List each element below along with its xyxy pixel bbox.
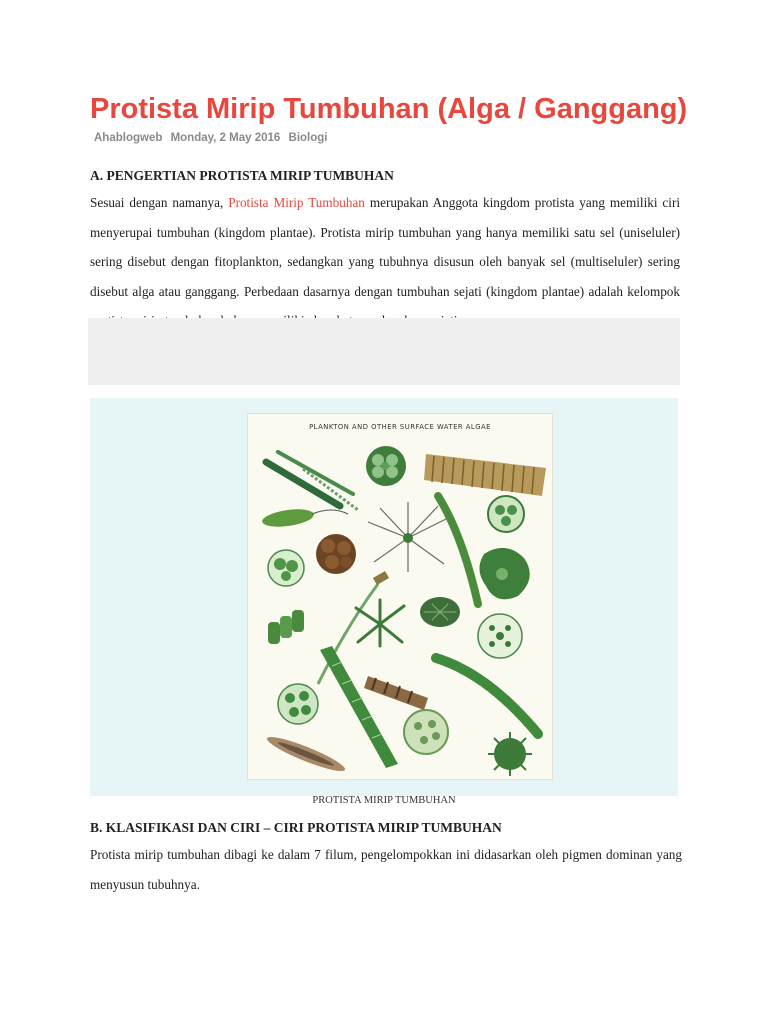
section-b-heading: B. KLASIFIKASI DAN CIRI – CIRI PROTISTA MIRIP TUMBUHAN [90, 820, 502, 835]
article-title[interactable]: Protista Mirip Tumbuhan (Alga / Ganggang) [90, 93, 688, 125]
thin-filament-drawing [318, 571, 389, 684]
post-meta [94, 132, 332, 144]
comb-alga-drawing [424, 454, 546, 496]
chlorella-drawing [268, 550, 304, 586]
algae-illustration [247, 413, 553, 780]
star-diatom-drawing [368, 502, 448, 572]
euglena-drawing [261, 506, 348, 529]
algae-drawings [248, 414, 552, 779]
section-b-paragraph: Protista mirip tumbuhan dibagi ke dalam 7 filum, pengelompokkan ini didasarkan oleh pigmen dominan yang menyusun tubuhnya. [90, 847, 682, 892]
section-a-paragraph [90, 188, 680, 336]
scenedesmus-drawing [268, 610, 304, 644]
post-label[interactable]: Biologi [288, 132, 328, 144]
staurastrum-drawing [404, 710, 448, 754]
illustration-title: PLANKTON AND OTHER SURFACE WATER ALGAE [309, 423, 491, 431]
paragraph-text-end: merupakan Anggota kingdom protista yang memiliki ciri menyerupai tumbuhan (kingdom plantae). Protista mirip tumbuhan yang hanya memiliki satu sel (uniseluler) sering disebut dengan fitoplankton, sedangkan yang tubuhnya disusun oleh banyak sel (multiseluler) sering disebut alga atau ganggang. Perbedaan dasarnya dengan tumbuhan sejati (kingdom plantae) adalah kelompok [90, 195, 680, 299]
paragraph-text-start: Sesuai dengan namanya, [90, 195, 229, 210]
brown-colony-drawing [316, 534, 356, 574]
oedogonium-drawing [320, 646, 398, 768]
spirogyra-drawing [438, 496, 478, 604]
spiky-ball-drawing [488, 732, 532, 776]
spindle-diatom-drawing [264, 732, 347, 776]
post-date[interactable]: Monday, 2 May 2016 [170, 132, 281, 144]
protista-link[interactable]: Protista Mirip Tumbuhan [228, 195, 365, 210]
figure-container [90, 398, 678, 796]
figure-caption: PROTISTA MIRIP TUMBUHAN [312, 795, 456, 806]
ad-placeholder [88, 318, 680, 385]
striped-alga-drawing [364, 676, 428, 710]
oocystis-drawing [278, 684, 318, 724]
nostoc-chain-drawing [436, 658, 538, 734]
leaf-alga-drawing [420, 597, 460, 627]
round-diatom-drawing [488, 496, 524, 532]
volvox-drawing [478, 614, 522, 658]
post-author[interactable]: Ahablogweb [94, 132, 163, 144]
section-a-heading: A. PENGERTIAN PROTISTA MIRIP TUMBUHAN [90, 168, 394, 183]
colony-alga-drawing [366, 446, 406, 486]
green-mass-drawing [479, 548, 529, 599]
filament-alga-drawing [266, 452, 358, 510]
